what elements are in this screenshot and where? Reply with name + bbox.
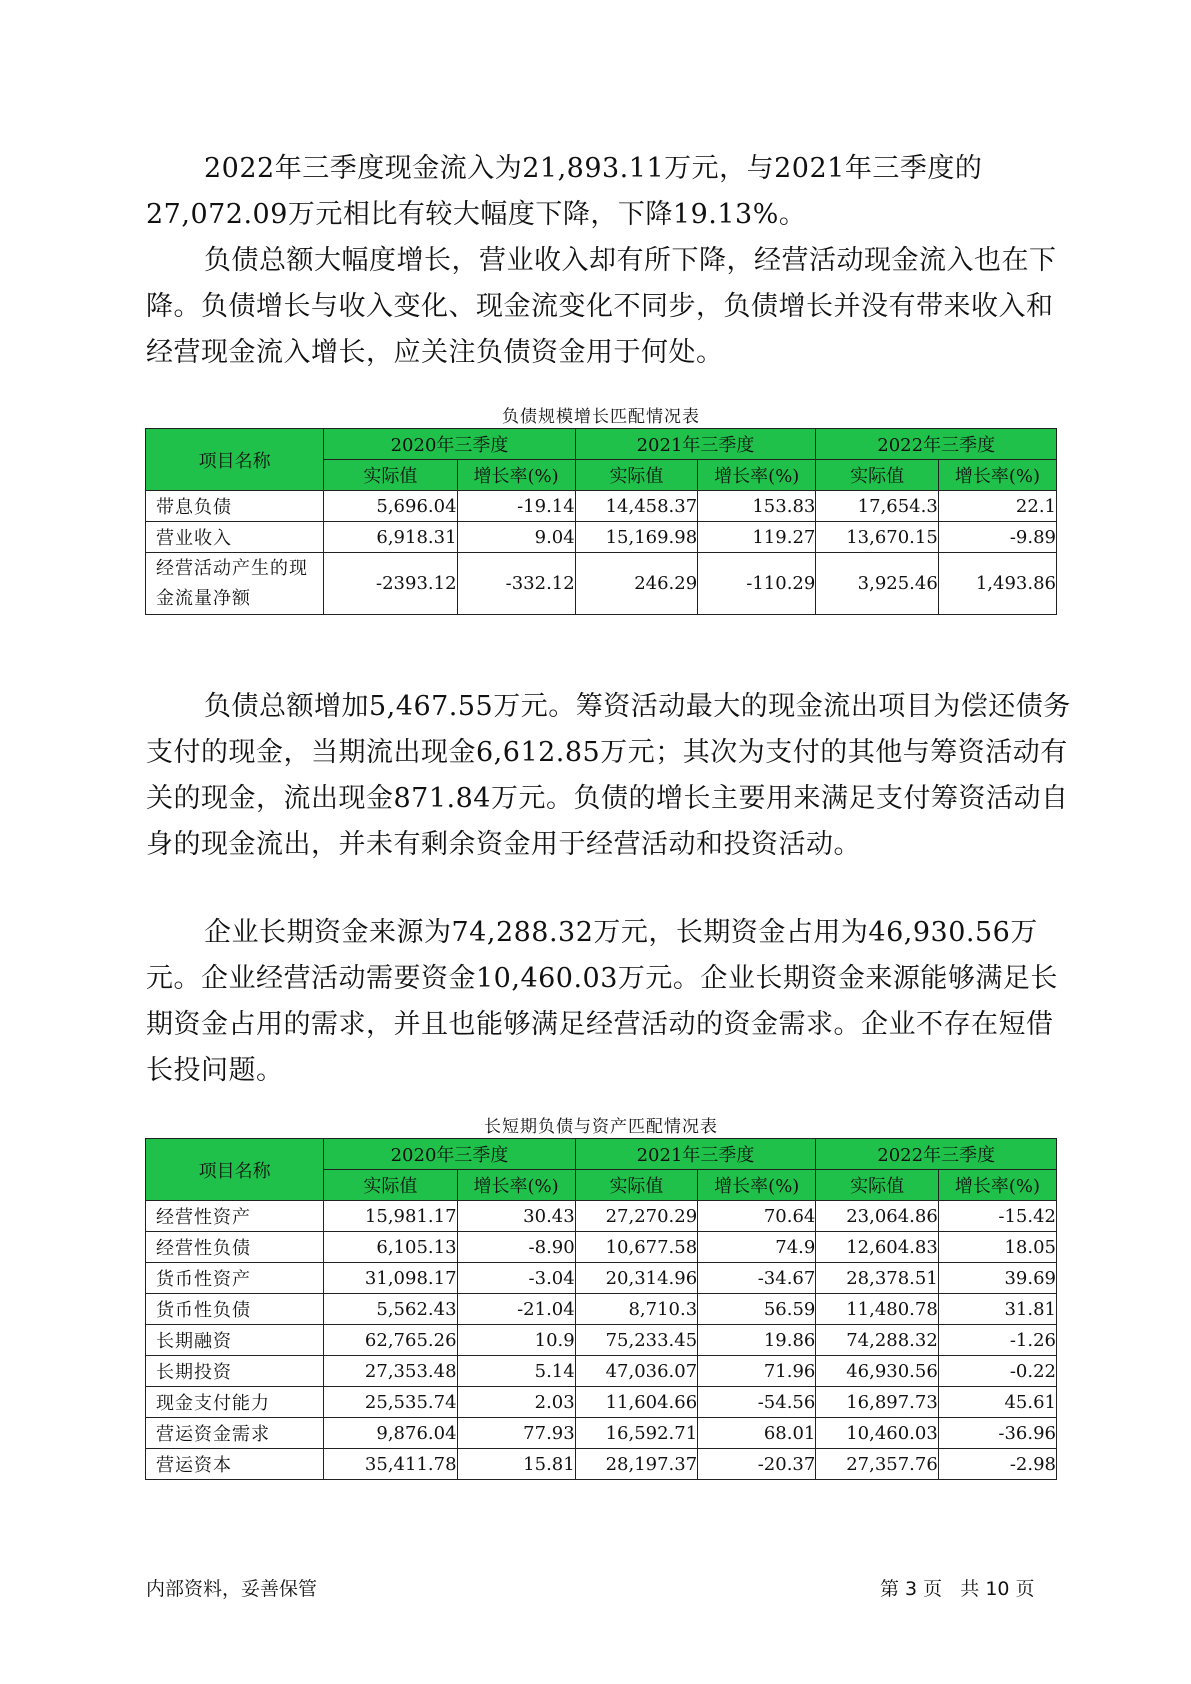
table-cell: 119.27 [698, 522, 816, 553]
table-cell: -54.56 [698, 1387, 816, 1418]
table-cell: -20.37 [698, 1449, 816, 1480]
actual-value-header: 实际值 [816, 460, 938, 491]
paragraph-long-term-funds: 企业长期资金来源为74,288.32万元，长期资金占用为46,930.56万元。企业经营活动需要资金10,460.03万元。企业长期资金来源能够满足长期资金占用的需求，并且也能够满足经营活动的资金需求。企业不存在短借长投问题。 [146, 917, 1058, 1086]
table-cell: 31.81 [938, 1294, 1056, 1325]
table-cell: 27,353.48 [324, 1356, 457, 1387]
table-cell: 31,098.17 [324, 1263, 457, 1294]
liability-growth-table [145, 428, 1057, 615]
table-cell: 17,654.3 [816, 491, 938, 522]
table-cell: 46,930.56 [816, 1356, 938, 1387]
paragraph-cash-inflow: 2022年三季度现金流入为21,893.11万元，与2021年三季度的27,072.09万元相比有较大幅度下降，下降19.13%。 [146, 153, 983, 230]
table-cell: 27,270.29 [575, 1201, 697, 1232]
period-header: 2021年三季度 [575, 1139, 816, 1170]
table-cell: -34.67 [698, 1263, 816, 1294]
table-cell: 20,314.96 [575, 1263, 697, 1294]
table-cell: 28,378.51 [816, 1263, 938, 1294]
table-cell: 5,696.04 [324, 491, 457, 522]
row-label: 货币性负债 [146, 1294, 324, 1325]
actual-value-header: 实际值 [816, 1170, 938, 1201]
table-cell: -1.26 [938, 1325, 1056, 1356]
table-cell: 22.1 [938, 491, 1056, 522]
table-cell: 27,357.76 [816, 1449, 938, 1480]
asset-liability-match-table [145, 1138, 1057, 1480]
period-header: 2021年三季度 [575, 429, 816, 460]
table-cell: 1,493.86 [938, 553, 1056, 615]
item-name-header: 项目名称 [146, 1139, 324, 1201]
paragraph-liability-growth: 负债总额大幅度增长，营业收入却有所下降，经营活动现金流入也在下降。负债增长与收入变化、现金流变化不同步，负债增长并没有带来收入和经营现金流入增长，应关注负债资金用于何处。 [146, 245, 1057, 368]
table-cell: 10,460.03 [816, 1418, 938, 1449]
table-cell: 10.9 [457, 1325, 575, 1356]
table-cell: 6,918.31 [324, 522, 457, 553]
table-cell: 35,411.78 [324, 1449, 457, 1480]
table-row [146, 1449, 1057, 1480]
table-cell: 5,562.43 [324, 1294, 457, 1325]
actual-value-header: 实际值 [575, 460, 697, 491]
table-cell: 45.61 [938, 1387, 1056, 1418]
period-header: 2020年三季度 [324, 429, 575, 460]
row-label: 经营性资产 [146, 1201, 324, 1232]
table-cell: 19.86 [698, 1325, 816, 1356]
footer-page-number: 第 3 页 共 10 页 [880, 1578, 1035, 1600]
row-label: 营运资金需求 [146, 1418, 324, 1449]
table-cell: 68.01 [698, 1418, 816, 1449]
table-cell: 47,036.07 [575, 1356, 697, 1387]
table-cell: 62,765.26 [324, 1325, 457, 1356]
growth-rate-header: 增长率(%) [698, 1170, 816, 1201]
table-cell: 39.69 [938, 1263, 1056, 1294]
table-row [146, 1325, 1057, 1356]
table-cell: -9.89 [938, 522, 1056, 553]
table-cell: 70.64 [698, 1201, 816, 1232]
paragraph-liability-increase: 负债总额增加5,467.55万元。筹资活动最大的现金流出项目为偿还债务支付的现金，当期流出现金6,612.85万元；其次为支付的其他与筹资活动有关的现金，流出现金871.84万元。负债的增长主要用来满足支付筹资活动自身的现金流出，并未有剩余资金用于经营活动和投资活动。 [146, 691, 1071, 860]
table-cell: 11,480.78 [816, 1294, 938, 1325]
table-cell: 28,197.37 [575, 1449, 697, 1480]
table-cell: -110.29 [698, 553, 816, 615]
table-row [146, 1232, 1057, 1263]
table-row [146, 553, 1057, 615]
table1-caption: 负债规模增长匹配情况表 [502, 407, 700, 427]
table-cell: -3.04 [457, 1263, 575, 1294]
table-cell: 15.81 [457, 1449, 575, 1480]
table-row [146, 1356, 1057, 1387]
table-cell: 9.04 [457, 522, 575, 553]
footer-confidential-note: 内部资料，妥善保管 [146, 1578, 318, 1600]
table-cell: 153.83 [698, 491, 816, 522]
table-cell: 11,604.66 [575, 1387, 697, 1418]
table-cell: 30.43 [457, 1201, 575, 1232]
table-cell: 5.14 [457, 1356, 575, 1387]
table-cell: 10,677.58 [575, 1232, 697, 1263]
table-row [146, 1387, 1057, 1418]
growth-rate-header: 增长率(%) [938, 1170, 1056, 1201]
row-label: 带息负债 [146, 491, 324, 522]
table-cell: -2.98 [938, 1449, 1056, 1480]
table-cell: 6,105.13 [324, 1232, 457, 1263]
table-row [146, 1418, 1057, 1449]
row-label: 长期投资 [146, 1356, 324, 1387]
table-cell: 25,535.74 [324, 1387, 457, 1418]
actual-value-header: 实际值 [575, 1170, 697, 1201]
period-header: 2022年三季度 [816, 429, 1057, 460]
table-row [146, 1294, 1057, 1325]
table-cell: 71.96 [698, 1356, 816, 1387]
row-label: 营业收入 [146, 522, 324, 553]
table-cell: -15.42 [938, 1201, 1056, 1232]
table-cell: 15,169.98 [575, 522, 697, 553]
period-header: 2022年三季度 [816, 1139, 1057, 1170]
row-label: 现金支付能力 [146, 1387, 324, 1418]
table-cell: 74.9 [698, 1232, 816, 1263]
table-row [146, 1201, 1057, 1232]
actual-value-header: 实际值 [324, 1170, 457, 1201]
growth-rate-header: 增长率(%) [457, 460, 575, 491]
table-cell: -21.04 [457, 1294, 575, 1325]
table-cell: 16,897.73 [816, 1387, 938, 1418]
table2-caption: 长短期负债与资产匹配情况表 [484, 1117, 718, 1137]
table-cell: 74,288.32 [816, 1325, 938, 1356]
table-cell: 12,604.83 [816, 1232, 938, 1263]
table-row [146, 1263, 1057, 1294]
table-row [146, 522, 1057, 553]
table-cell: 56.59 [698, 1294, 816, 1325]
period-header: 2020年三季度 [324, 1139, 575, 1170]
table-cell: 16,592.71 [575, 1418, 697, 1449]
row-label: 经营性负债 [146, 1232, 324, 1263]
table-cell: 14,458.37 [575, 491, 697, 522]
table-cell: 8,710.3 [575, 1294, 697, 1325]
table-cell: -0.22 [938, 1356, 1056, 1387]
table-cell: -2393.12 [324, 553, 457, 615]
table-cell: 23,064.86 [816, 1201, 938, 1232]
growth-rate-header: 增长率(%) [938, 460, 1056, 491]
growth-rate-header: 增长率(%) [698, 460, 816, 491]
table-cell: 3,925.46 [816, 553, 938, 615]
growth-rate-header: 增长率(%) [457, 1170, 575, 1201]
table-row [146, 491, 1057, 522]
table-cell: -332.12 [457, 553, 575, 615]
table-cell: 13,670.15 [816, 522, 938, 553]
table-cell: -19.14 [457, 491, 575, 522]
table-cell: 15,981.17 [324, 1201, 457, 1232]
actual-value-header: 实际值 [324, 460, 457, 491]
row-label: 营运资本 [146, 1449, 324, 1480]
row-label: 经营活动产生的现金流量净额 [146, 553, 324, 615]
table-cell: -36.96 [938, 1418, 1056, 1449]
table-cell: 18.05 [938, 1232, 1056, 1263]
table-cell: -8.90 [457, 1232, 575, 1263]
row-label: 货币性资产 [146, 1263, 324, 1294]
table-cell: 246.29 [575, 553, 697, 615]
table-cell: 75,233.45 [575, 1325, 697, 1356]
row-label: 长期融资 [146, 1325, 324, 1356]
item-name-header: 项目名称 [146, 429, 324, 491]
table-cell: 2.03 [457, 1387, 575, 1418]
table-cell: 77.93 [457, 1418, 575, 1449]
table-cell: 9,876.04 [324, 1418, 457, 1449]
